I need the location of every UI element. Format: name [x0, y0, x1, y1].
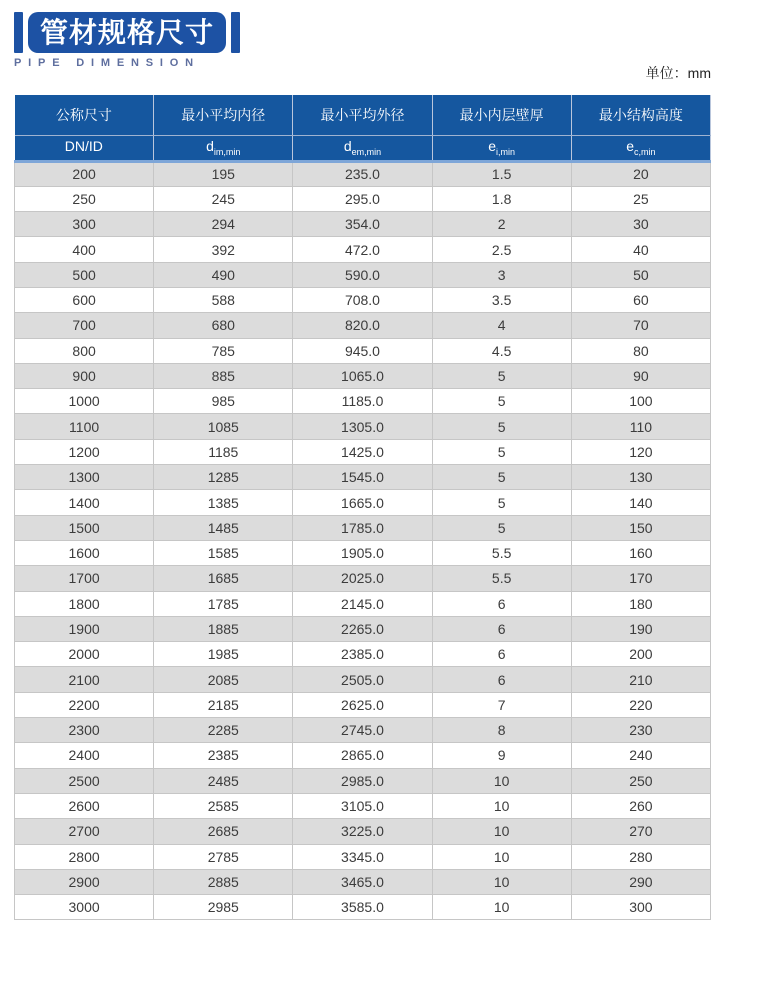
table-cell: 885: [154, 363, 293, 388]
table-cell: 2985.0: [293, 768, 432, 793]
symbol-dem-min: $d_{em,min}$: [293, 135, 432, 161]
table-row: [15, 465, 711, 490]
table-cell: 1485: [154, 515, 293, 540]
table-cell: 1300: [15, 465, 154, 490]
table-cell: 6: [432, 642, 571, 667]
table-cell: 1905.0: [293, 540, 432, 565]
table-cell: 40: [571, 237, 710, 262]
unit-label: 单位：mm: [645, 65, 711, 81]
table-cell: 2.5: [432, 237, 571, 262]
table-cell: 300: [15, 212, 154, 237]
table-cell: 80: [571, 338, 710, 363]
table-cell: 250: [571, 768, 710, 793]
table-cell: 1500: [15, 515, 154, 540]
table-cell: 1.8: [432, 186, 571, 211]
table-row: [15, 692, 711, 717]
table-cell: 1785.0: [293, 515, 432, 540]
table-cell: 800: [15, 338, 154, 363]
table-cell: 1900: [15, 616, 154, 641]
table-row: [15, 363, 711, 388]
table-cell: 985: [154, 389, 293, 414]
table-cell: 590.0: [293, 262, 432, 287]
table-cell: 25: [571, 186, 710, 211]
table-row: [15, 869, 711, 894]
table-cell: 8: [432, 718, 571, 743]
table-cell: 10: [432, 793, 571, 818]
table-row: [15, 768, 711, 793]
table-cell: 230: [571, 718, 710, 743]
table-cell: 2600: [15, 793, 154, 818]
table-cell: 3.5: [432, 287, 571, 312]
column-header-min-avg-outer-diameter: 最小平均外径: [293, 95, 432, 135]
table-cell: 1685: [154, 566, 293, 591]
table-cell: 235.0: [293, 161, 432, 186]
table-cell: 680: [154, 313, 293, 338]
table-row: [15, 667, 711, 692]
table-cell: 3: [432, 262, 571, 287]
table-cell: 4.5: [432, 338, 571, 363]
table-cell: 210: [571, 667, 710, 692]
table-cell: 1200: [15, 439, 154, 464]
table-cell: 1.5: [432, 161, 571, 186]
table-cell: 50: [571, 262, 710, 287]
table-cell: 2000: [15, 642, 154, 667]
title-right-bar-decoration: [231, 12, 240, 53]
table-row: [15, 616, 711, 641]
table-cell: 240: [571, 743, 710, 768]
table-header-row-names: [15, 95, 711, 135]
table-cell: 5: [432, 414, 571, 439]
column-header-min-inner-wall-thickness: 最小内层壁厚: [432, 95, 571, 135]
table-cell: 200: [15, 161, 154, 186]
table-cell: 1585: [154, 540, 293, 565]
table-row: [15, 414, 711, 439]
table-cell: 4: [432, 313, 571, 338]
table-cell: 140: [571, 490, 710, 515]
table-cell: 2145.0: [293, 591, 432, 616]
table-cell: 1065.0: [293, 363, 432, 388]
table-cell: 7: [432, 692, 571, 717]
table-cell: 400: [15, 237, 154, 262]
table-body: [15, 161, 711, 920]
table-cell: 3585.0: [293, 895, 432, 920]
table-cell: 3465.0: [293, 869, 432, 894]
table-cell: 6: [432, 667, 571, 692]
table-row: [15, 161, 711, 186]
table-cell: 2885: [154, 869, 293, 894]
table-row: [15, 895, 711, 920]
table-cell: 5: [432, 515, 571, 540]
table-cell: 3345.0: [293, 844, 432, 869]
table-cell: 195: [154, 161, 293, 186]
table-cell: 354.0: [293, 212, 432, 237]
table-cell: 785: [154, 338, 293, 363]
pipe-dimension-table: [14, 95, 711, 920]
table-row: [15, 287, 711, 312]
table-header: [15, 95, 711, 161]
table-cell: 2800: [15, 844, 154, 869]
table-row: [15, 743, 711, 768]
table-cell: 1000: [15, 389, 154, 414]
table-row: [15, 844, 711, 869]
table-cell: 2385.0: [293, 642, 432, 667]
table-cell: 820.0: [293, 313, 432, 338]
table-cell: 1100: [15, 414, 154, 439]
table-cell: 90: [571, 363, 710, 388]
table-row: [15, 490, 711, 515]
table-cell: 2185: [154, 692, 293, 717]
table-cell: 500: [15, 262, 154, 287]
table-row: [15, 237, 711, 262]
table-cell: 20: [571, 161, 710, 186]
table-cell: 294: [154, 212, 293, 237]
table-cell: 3105.0: [293, 793, 432, 818]
table-row: [15, 262, 711, 287]
table-cell: 60: [571, 287, 710, 312]
table-row: [15, 186, 711, 211]
table-cell: 170: [571, 566, 710, 591]
table-cell: 250: [15, 186, 154, 211]
table-cell: 392: [154, 237, 293, 262]
table-row: [15, 540, 711, 565]
table-cell: 1285: [154, 465, 293, 490]
table-cell: 2385: [154, 743, 293, 768]
table-header-row-symbols: [15, 135, 711, 161]
table-cell: 295.0: [293, 186, 432, 211]
table-cell: 245: [154, 186, 293, 211]
table-cell: 300: [571, 895, 710, 920]
table-cell: 1385: [154, 490, 293, 515]
table-cell: 5.5: [432, 566, 571, 591]
table-cell: 1785: [154, 591, 293, 616]
table-cell: 2: [432, 212, 571, 237]
table-cell: 5: [432, 465, 571, 490]
table-cell: 3000: [15, 895, 154, 920]
table-cell: 2265.0: [293, 616, 432, 641]
table-cell: 472.0: [293, 237, 432, 262]
table-cell: 120: [571, 439, 710, 464]
table-cell: 1885: [154, 616, 293, 641]
table-cell: 3225.0: [293, 819, 432, 844]
table-row: [15, 313, 711, 338]
table-cell: 1425.0: [293, 439, 432, 464]
table-cell: 700: [15, 313, 154, 338]
table-cell: 6: [432, 591, 571, 616]
table-cell: 1085: [154, 414, 293, 439]
page-title-block: [14, 12, 274, 69]
title-row: [14, 12, 274, 53]
table-cell: 2100: [15, 667, 154, 692]
table-cell: 2745.0: [293, 718, 432, 743]
table-cell: 5.5: [432, 540, 571, 565]
table-row: [15, 642, 711, 667]
table-cell: 110: [571, 414, 710, 439]
table-cell: 5: [432, 439, 571, 464]
table-cell: 9: [432, 743, 571, 768]
table-cell: 2700: [15, 819, 154, 844]
table-cell: 5: [432, 490, 571, 515]
table-cell: 10: [432, 869, 571, 894]
table-cell: 30: [571, 212, 710, 237]
table-cell: 2025.0: [293, 566, 432, 591]
table-cell: 2685: [154, 819, 293, 844]
table-cell: 2085: [154, 667, 293, 692]
table-cell: 5: [432, 363, 571, 388]
symbol-ec-min: $e_{c,min}$: [571, 135, 710, 161]
table-cell: 1665.0: [293, 490, 432, 515]
column-header-min-avg-inner-diameter: 最小平均内径: [154, 95, 293, 135]
table-row: [15, 591, 711, 616]
table-cell: 10: [432, 819, 571, 844]
table-row: [15, 515, 711, 540]
table-cell: 900: [15, 363, 154, 388]
table-cell: 1400: [15, 490, 154, 515]
table-cell: 5: [432, 389, 571, 414]
table-cell: 220: [571, 692, 710, 717]
table-row: [15, 212, 711, 237]
symbol-dim-min: $d_{im,min}$: [154, 135, 293, 161]
table-cell: 200: [571, 642, 710, 667]
table-cell: 2500: [15, 768, 154, 793]
table-cell: 2400: [15, 743, 154, 768]
table-cell: 2985: [154, 895, 293, 920]
table-cell: 588: [154, 287, 293, 312]
table-row: [15, 819, 711, 844]
table-cell: 1185: [154, 439, 293, 464]
table-cell: 2485: [154, 768, 293, 793]
table-row: [15, 718, 711, 743]
table-cell: 260: [571, 793, 710, 818]
table-cell: 2505.0: [293, 667, 432, 692]
table-cell: 2200: [15, 692, 154, 717]
table-cell: 1545.0: [293, 465, 432, 490]
table-row: [15, 793, 711, 818]
table-cell: 130: [571, 465, 710, 490]
table-cell: 190: [571, 616, 710, 641]
table-cell: 600: [15, 287, 154, 312]
table-cell: 280: [571, 844, 710, 869]
table-cell: 180: [571, 591, 710, 616]
table-cell: 1600: [15, 540, 154, 565]
table-cell: 2865.0: [293, 743, 432, 768]
table-row: [15, 566, 711, 591]
column-header-nominal-size: 公称尺寸: [15, 95, 154, 135]
table-cell: 10: [432, 895, 571, 920]
table-cell: 2285: [154, 718, 293, 743]
title-left-bar-decoration: [14, 12, 23, 53]
table-cell: 150: [571, 515, 710, 540]
symbol-ei-min: $e_{i,min}$: [432, 135, 571, 161]
table-cell: 2900: [15, 869, 154, 894]
table-cell: 945.0: [293, 338, 432, 363]
table-row: [15, 439, 711, 464]
table-cell: 2625.0: [293, 692, 432, 717]
table-cell: 1305.0: [293, 414, 432, 439]
table-cell: 6: [432, 616, 571, 641]
table-cell: 70: [571, 313, 710, 338]
page-title: 管材规格尺寸: [28, 12, 226, 53]
table-cell: 2785: [154, 844, 293, 869]
table-cell: 100: [571, 389, 710, 414]
table-cell: 1800: [15, 591, 154, 616]
table-cell: 490: [154, 262, 293, 287]
table-cell: 290: [571, 869, 710, 894]
table-cell: 1985: [154, 642, 293, 667]
page-subtitle: PIPE DIMENSION: [14, 57, 200, 69]
table-cell: 2300: [15, 718, 154, 743]
column-header-min-structure-height: 最小结构高度: [571, 95, 710, 135]
table-cell: 10: [432, 768, 571, 793]
table-row: [15, 338, 711, 363]
table-row: [15, 389, 711, 414]
table-cell: 2585: [154, 793, 293, 818]
table-cell: 1185.0: [293, 389, 432, 414]
table-cell: 160: [571, 540, 710, 565]
table-cell: 270: [571, 819, 710, 844]
table-cell: 1700: [15, 566, 154, 591]
symbol-dn-id: DN/ID: [15, 135, 154, 161]
table-cell: 10: [432, 844, 571, 869]
table-cell: 708.0: [293, 287, 432, 312]
